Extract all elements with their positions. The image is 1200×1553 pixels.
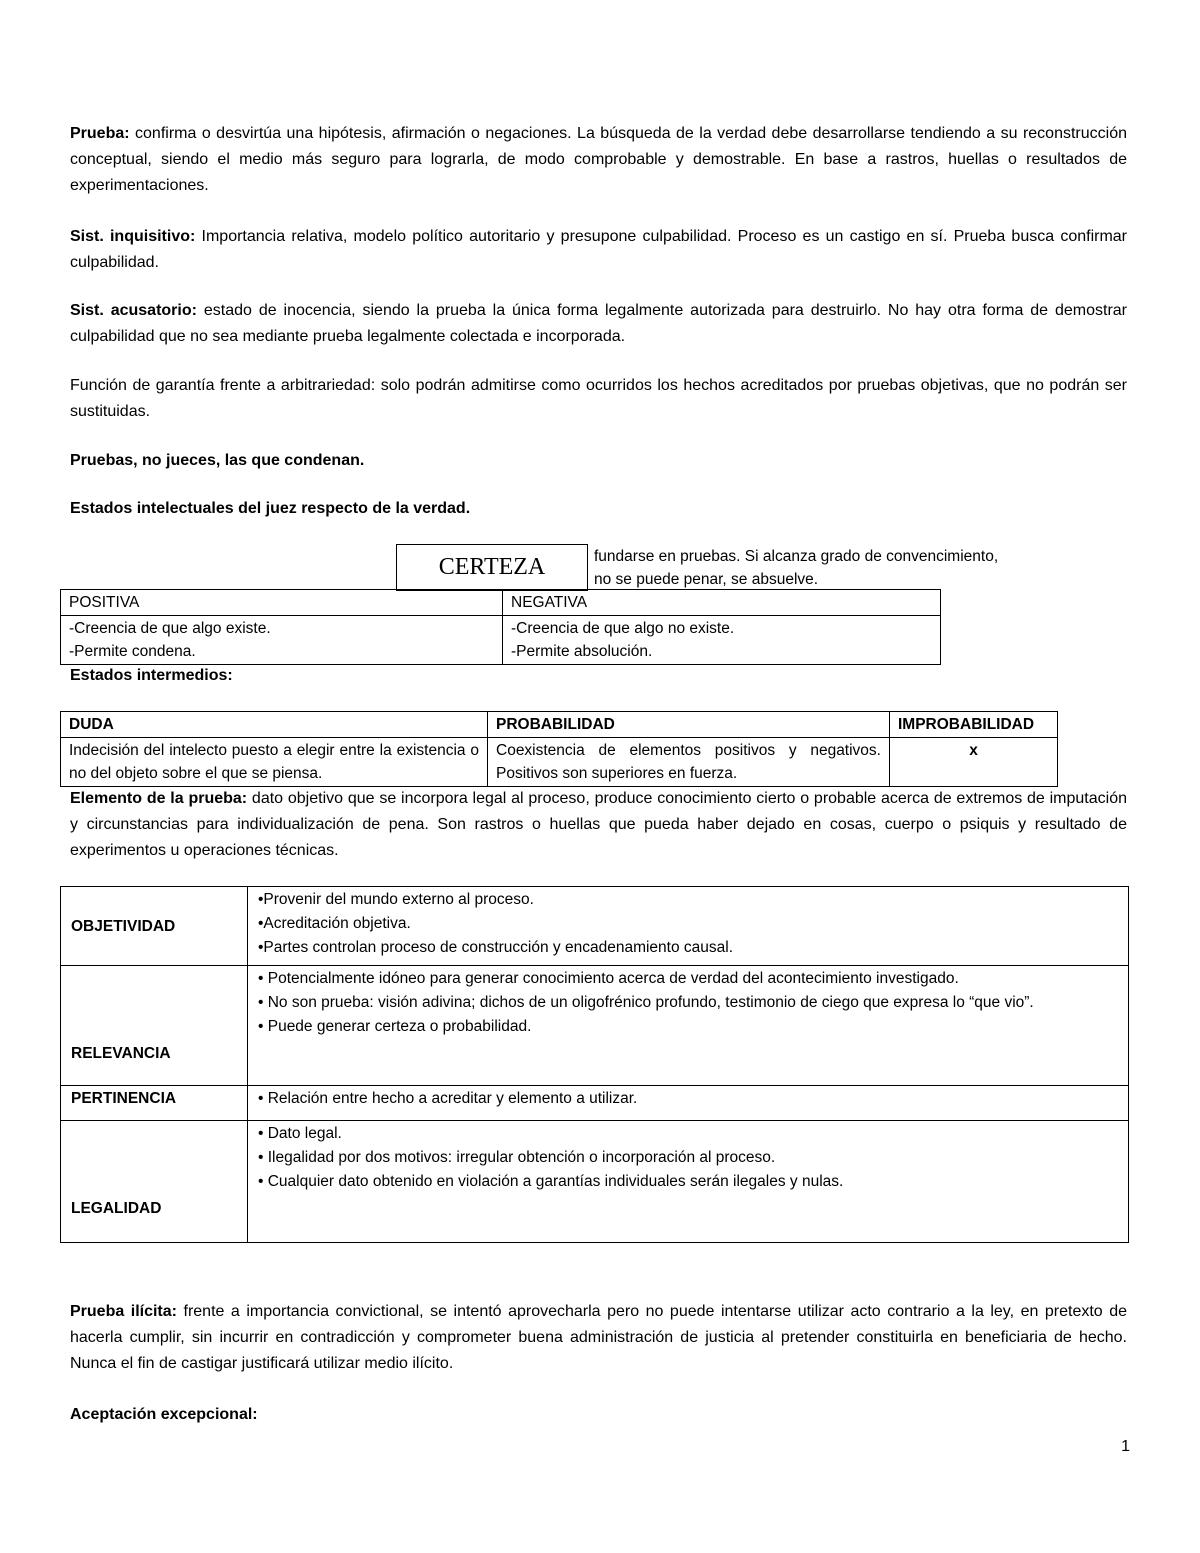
paragraph-acusatorio: [70, 298, 1127, 350]
certeza-note-line1: fundarse en pruebas. Si alcanza grado de convencimiento,: [594, 548, 999, 565]
paragraph-prueba-ilicita: [70, 1299, 1127, 1377]
header-duda: DUDA: [61, 712, 488, 738]
certeza-note-line2: no se puede penar, se absuelve.: [594, 571, 819, 588]
paragraph-inquisitivo: [70, 224, 1127, 276]
cell-objetividad: [248, 887, 1129, 966]
label-objetividad: OBJETIVIDAD: [61, 887, 248, 966]
label-legalidad: LEGALIDAD: [61, 1121, 248, 1243]
positiva-line1: -Creencia de que algo existe.: [69, 620, 271, 637]
header-positiva: POSITIVA: [61, 590, 503, 616]
relevancia-item-3: • Puede generar certeza o probabilidad.: [258, 1018, 532, 1035]
legalidad-item-2: • Ilegalidad por dos motivos: irregular obtención o incorporación al proceso.: [258, 1149, 776, 1166]
text-prueba-ilicita: frente a importancia convictional, se intentó aprovecharla pero no puede intentarse utilizar acto contrario a la ley, en pretexto de hacerla cumplir, sin incurrir en contradicción y comprometer buena administración de justicia al pretender constituirla en beneficiaria de hecho. Nunca el fin de castigar justificará utilizar medio ilícito.: [70, 1303, 1128, 1372]
heading-aceptacion-excepcional: Aceptación excepcional:: [70, 1406, 258, 1423]
term-acusatorio: Sist. acusatorio:: [70, 302, 197, 319]
intermedios-table: [60, 711, 1058, 787]
legalidad-item-3: • Cualquier dato obtenido en violación a garantías individuales serán ilegales y nulas.: [258, 1173, 844, 1190]
cell-probabilidad: Coexistencia de elementos positivos y negativos. Positivos son superiores en fuerza.: [488, 738, 890, 787]
page-number: 1: [1121, 1438, 1130, 1455]
cell-pertinencia: [248, 1086, 1129, 1121]
objetividad-item-3: •Partes controlan proceso de construcción y encadenamiento causal.: [258, 939, 734, 956]
label-relevancia: RELEVANCIA: [61, 966, 248, 1086]
header-negativa: NEGATIVA: [503, 590, 941, 616]
relevancia-item-1: • Potencialmente idóneo para generar conocimiento acerca de verdad del acontecimiento investigado.: [258, 970, 959, 987]
header-probabilidad: PROBABILIDAD: [488, 712, 890, 738]
paragraph-elemento: [70, 786, 1127, 864]
objetividad-item-1: •Provenir del mundo externo al proceso.: [258, 891, 534, 908]
cell-improbabilidad: x: [890, 738, 1058, 787]
text-acusatorio: estado de inocencia, siendo la prueba la única forma legalmente autorizada para destruirlo. No hay otra forma de demostrar culpabilidad que no sea mediante prueba legalmente colectada e incorporada.: [70, 302, 1128, 345]
heading-estados-intermedios: Estados intermedios:: [70, 667, 233, 684]
text-elemento: dato objetivo que se incorpora legal al proceso, produce conocimiento cierto o probable acerca de extremos de imputación y circunstancias para individualización de pena. Son rastros o huellas que pueda haber dejado en cosas, cuerpo o psiquis y resultado de experimentos u operaciones técnicas.: [70, 790, 1127, 859]
text-garantia: Función de garantía frente a arbitrariedad: solo podrán admitirse como ocurridos los hechos acreditados por pruebas objetivas, que no podrán ser sustituidas.: [70, 377, 1127, 420]
paragraph-prueba: [70, 121, 1127, 199]
heading-pruebas-condenan: Pruebas, no jueces, las que condenan.: [70, 452, 365, 469]
label-pertinencia: PERTINENCIA: [61, 1086, 248, 1121]
cell-positiva: [61, 616, 503, 665]
certeza-table: [60, 589, 941, 665]
certeza-box: CERTEZA: [396, 544, 588, 591]
elementos-table: [60, 886, 1129, 1243]
text-prueba: confirma o desvirtúa una hipótesis, afirmación o negaciones. La búsqueda de la verdad debe desarrollarse tendiendo a su reconstrucción conceptual, siendo el medio más seguro para lograrla, de modo comprobable y demostrable. En base a rastros, huellas o resultados de experimentaciones.: [70, 125, 1127, 194]
paragraph-garantia: [70, 373, 1127, 425]
legalidad-item-1: • Dato legal.: [258, 1125, 342, 1142]
term-prueba-ilicita: Prueba ilícita:: [70, 1303, 177, 1320]
cell-duda: Indecisión del intelecto puesto a elegir entre la existencia o no del objeto sobre el que se piensa.: [61, 738, 488, 787]
term-elemento: Elemento de la prueba:: [70, 790, 248, 807]
term-prueba: Prueba:: [70, 125, 130, 142]
header-improbabilidad: IMPROBABILIDAD: [890, 712, 1058, 738]
relevancia-item-2: • No son prueba: visión adivina; dichos de un oligofrénico profundo, testimonio de ciego que expresa lo “que vio”.: [258, 994, 1034, 1011]
cell-legalidad: [248, 1121, 1129, 1243]
negativa-line2: -Permite absolución.: [511, 643, 653, 660]
term-inquisitivo: Sist. inquisitivo:: [70, 228, 196, 245]
certeza-note: [594, 545, 1114, 591]
heading-estados-intelectuales: Estados intelectuales del juez respecto de la verdad.: [70, 500, 471, 517]
cell-relevancia: [248, 966, 1129, 1086]
cell-negativa: [503, 616, 941, 665]
text-inquisitivo: Importancia relativa, modelo político autoritario y presupone culpabilidad. Proceso es un castigo en sí. Prueba busca confirmar culpabilidad.: [70, 228, 1128, 271]
positiva-line2: -Permite condena.: [69, 643, 196, 660]
pertinencia-item-1: • Relación entre hecho a acreditar y elemento a utilizar.: [258, 1090, 638, 1107]
negativa-line1: -Creencia de que algo no existe.: [511, 620, 735, 637]
objetividad-item-2: •Acreditación objetiva.: [258, 915, 411, 932]
